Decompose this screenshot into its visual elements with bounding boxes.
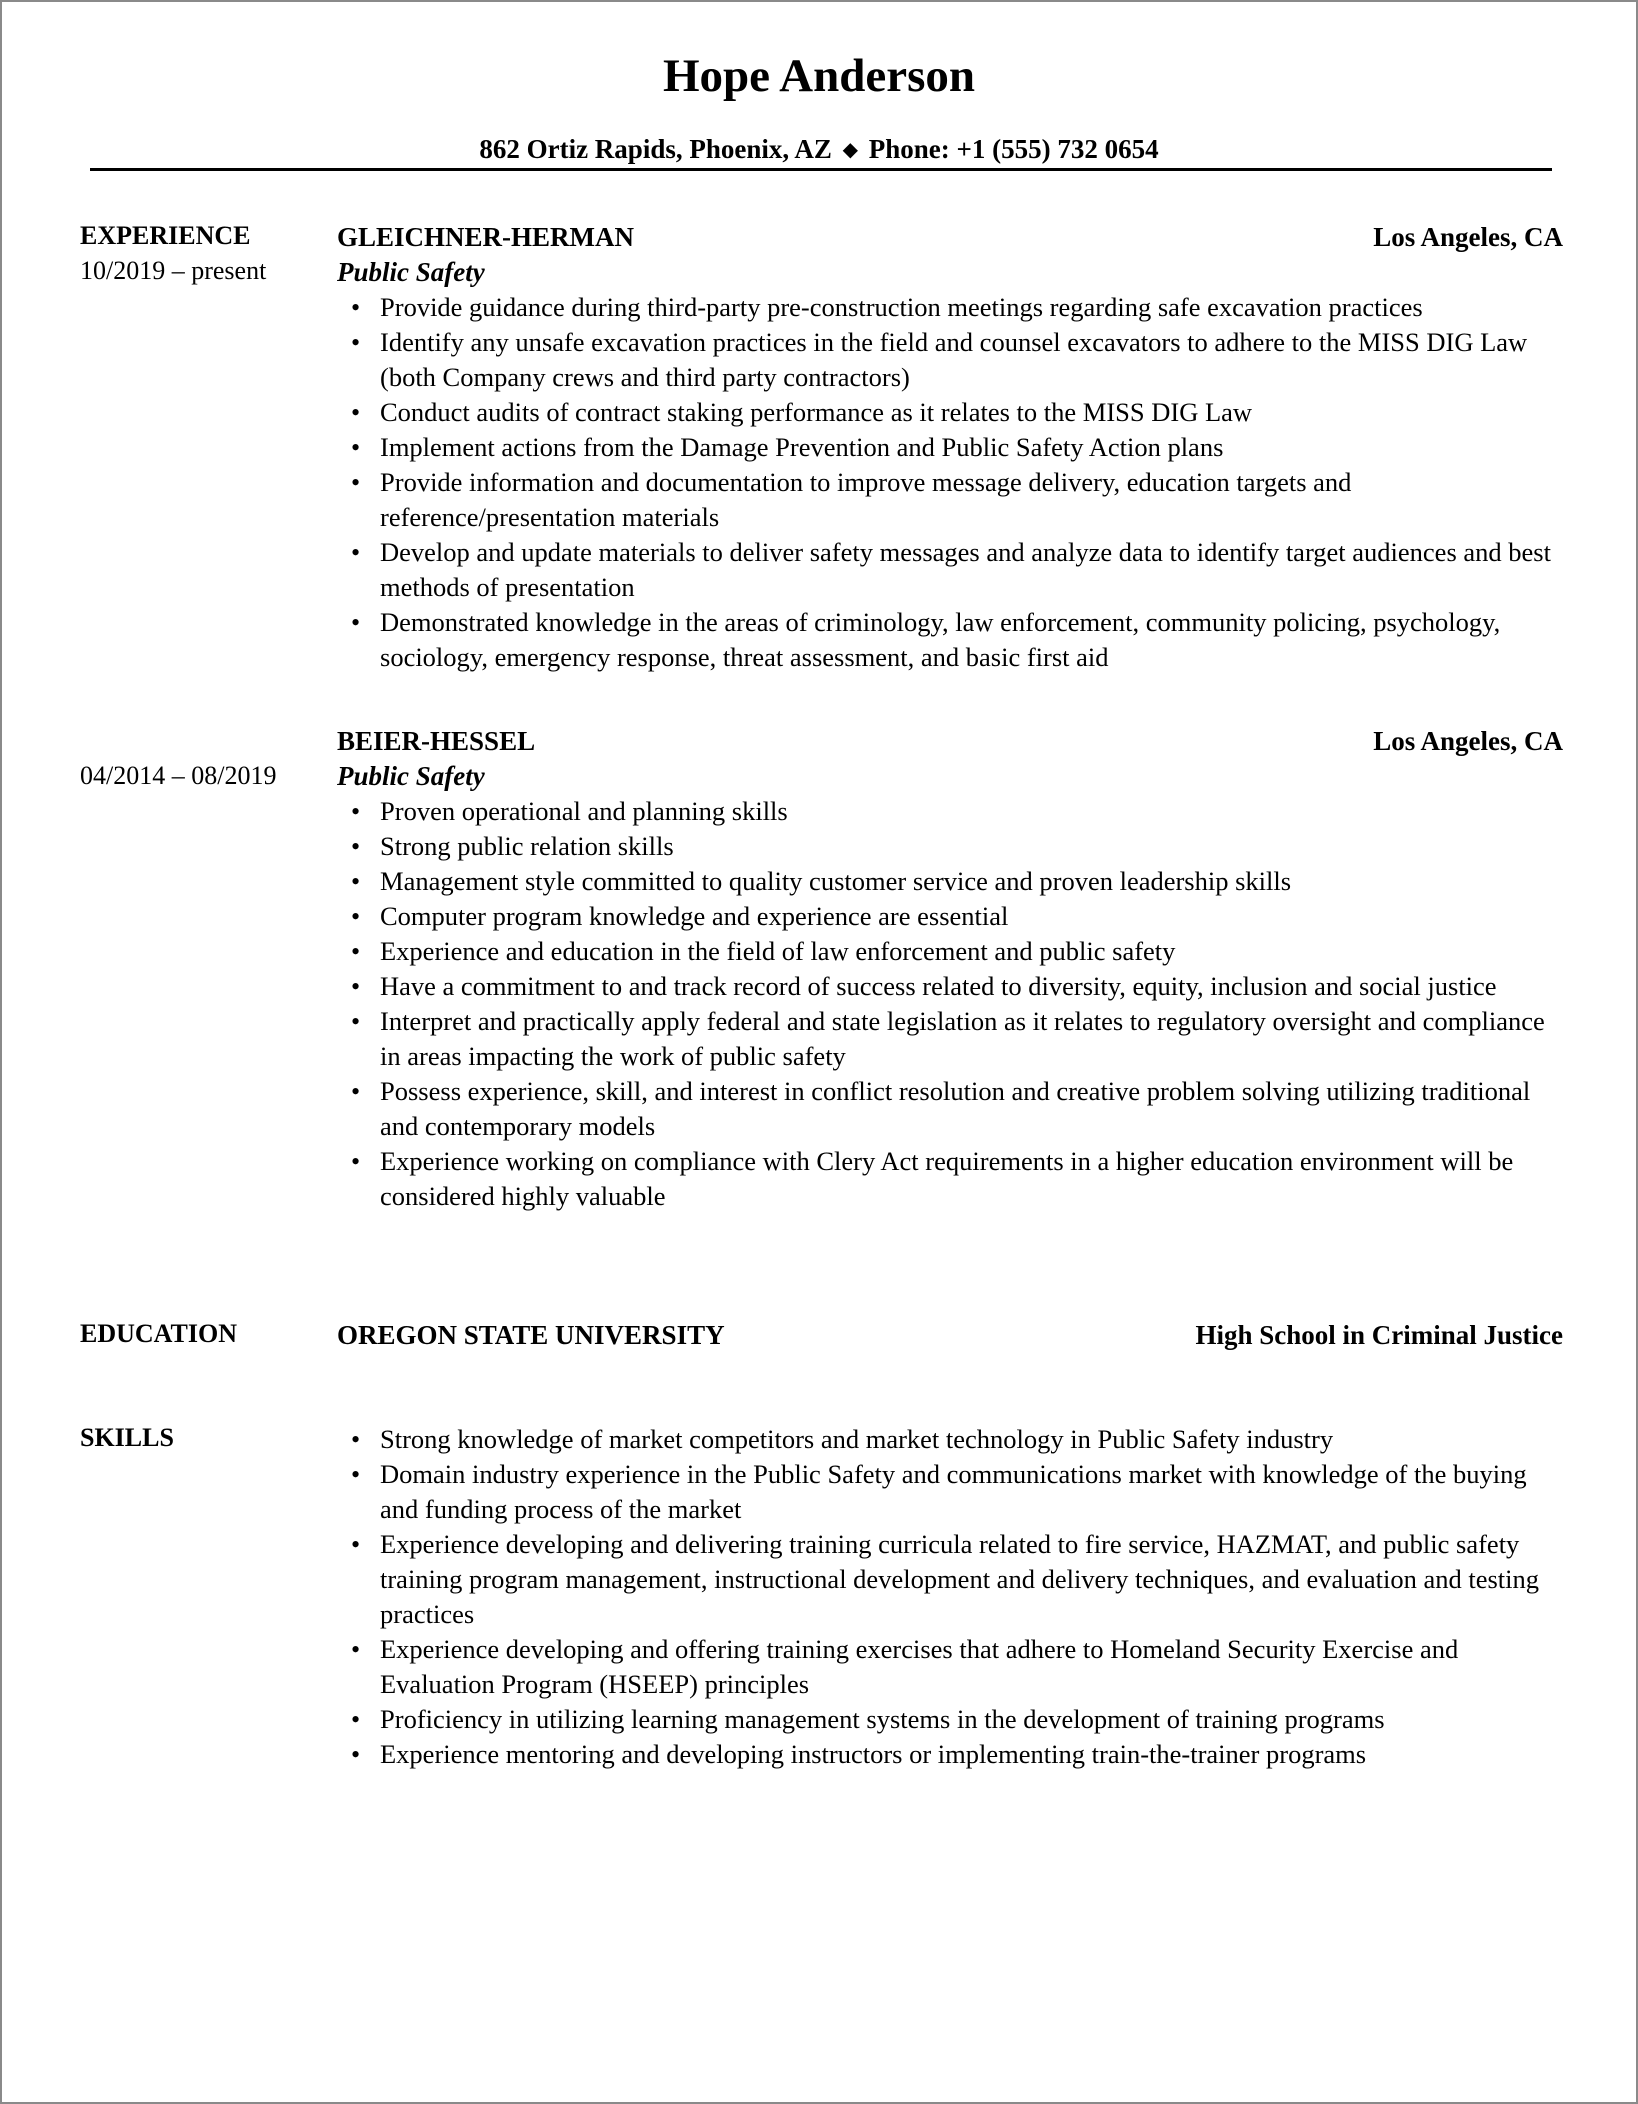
experience-heading: EXPERIENCE [80, 221, 251, 250]
list-item: • Conduct audits of contract staking performance as it relates to the MISS DIG Law [337, 395, 1563, 430]
list-item: • Interpret and practically apply federal and state legislation as it relates to regulatory oversight and compliance in areas impacting the work of public safety [337, 1004, 1563, 1074]
job-2-bullets [337, 794, 1563, 1214]
resume-header [2, 46, 1636, 106]
list-item: • Experience and education in the field of law enforcement and public safety [337, 934, 1563, 969]
job-2-dates: 04/2014 – 08/2019 [80, 761, 277, 790]
job-2-location: Los Angeles, CA [1373, 726, 1563, 756]
address: 862 Ortiz Rapids, Phoenix, AZ [479, 134, 832, 164]
job-1-company: GLEICHNER-HERMAN [337, 222, 635, 252]
list-item: • Proficiency in utilizing learning management systems in the development of training programs [337, 1702, 1563, 1737]
list-item: • Experience mentoring and developing instructors or implementing train-the-trainer programs [337, 1737, 1563, 1772]
education-entry [337, 1318, 1563, 1353]
list-item: • Develop and update materials to deliver safety messages and analyze data to identify target audiences and best methods of presentation [337, 535, 1563, 605]
list-item: • Strong public relation skills [337, 829, 1563, 864]
list-item: • Strong knowledge of market competitors and market technology in Public Safety industry [337, 1422, 1563, 1457]
list-item: • Experience working on compliance with Clery Act requirements in a higher education environment will be considered highly valuable [337, 1144, 1563, 1214]
skills-heading: SKILLS [80, 1423, 174, 1452]
phone: Phone: +1 (555) 732 0654 [868, 134, 1159, 164]
list-item: • Domain industry experience in the Public Safety and communications market with knowledge of the buying and funding process of the market [337, 1457, 1563, 1527]
skills-bullets [337, 1422, 1563, 1772]
list-item: • Implement actions from the Damage Prevention and Public Safety Action plans [337, 430, 1563, 465]
diamond-separator-icon: ◆ [842, 139, 859, 161]
list-item: • Provide guidance during third-party pre-construction meetings regarding safe excavation practices [337, 290, 1563, 325]
job-1-bullets [337, 290, 1563, 675]
list-item: • Computer program knowledge and experience are essential [337, 899, 1563, 934]
job-1-dates: 10/2019 – present [80, 256, 267, 285]
education-heading: EDUCATION [80, 1319, 237, 1348]
list-item: • Possess experience, skill, and interest in conflict resolution and creative problem solving utilizing traditional and contemporary models [337, 1074, 1563, 1144]
education-degree: High School in Criminal Justice [1195, 1320, 1563, 1350]
list-item: • Demonstrated knowledge in the areas of criminology, law enforcement, community policing, psychology, sociology, emergency response, threat assessment, and basic first aid [337, 605, 1563, 675]
list-item: • Experience developing and delivering training curricula related to fire service, HAZMAT, and public safety training program management, instructional development and delivery techniques, and evaluation and testing practices [337, 1527, 1563, 1632]
header-divider [90, 168, 1552, 171]
skills-block [337, 1422, 1563, 1772]
list-item: • Experience developing and offering training exercises that adhere to Homeland Security Exercise and Evaluation Program (HSEEP) principles [337, 1632, 1563, 1702]
job-2-company: BEIER-HESSEL [337, 726, 536, 756]
list-item: • Provide information and documentation to improve message delivery, education targets and reference/presentation materials [337, 465, 1563, 535]
candidate-name: Hope Anderson [662, 50, 976, 102]
job-1-title: Public Safety [337, 257, 485, 287]
list-item: • Management style committed to quality customer service and proven leadership skills [337, 864, 1563, 899]
contact-line [2, 132, 1636, 167]
list-item: • Have a commitment to and track record of success related to diversity, equity, inclusion and social justice [337, 969, 1563, 1004]
job-1 [337, 220, 1563, 675]
education-school: OREGON STATE UNIVERSITY [337, 1320, 725, 1350]
job-2-title: Public Safety [337, 761, 485, 791]
list-item: • Proven operational and planning skills [337, 794, 1563, 829]
list-item: • Identify any unsafe excavation practices in the field and counsel excavators to adhere to the MISS DIG Law (both Company crews and third party contractors) [337, 325, 1563, 395]
job-1-location: Los Angeles, CA [1373, 222, 1563, 252]
job-2 [337, 724, 1563, 1214]
